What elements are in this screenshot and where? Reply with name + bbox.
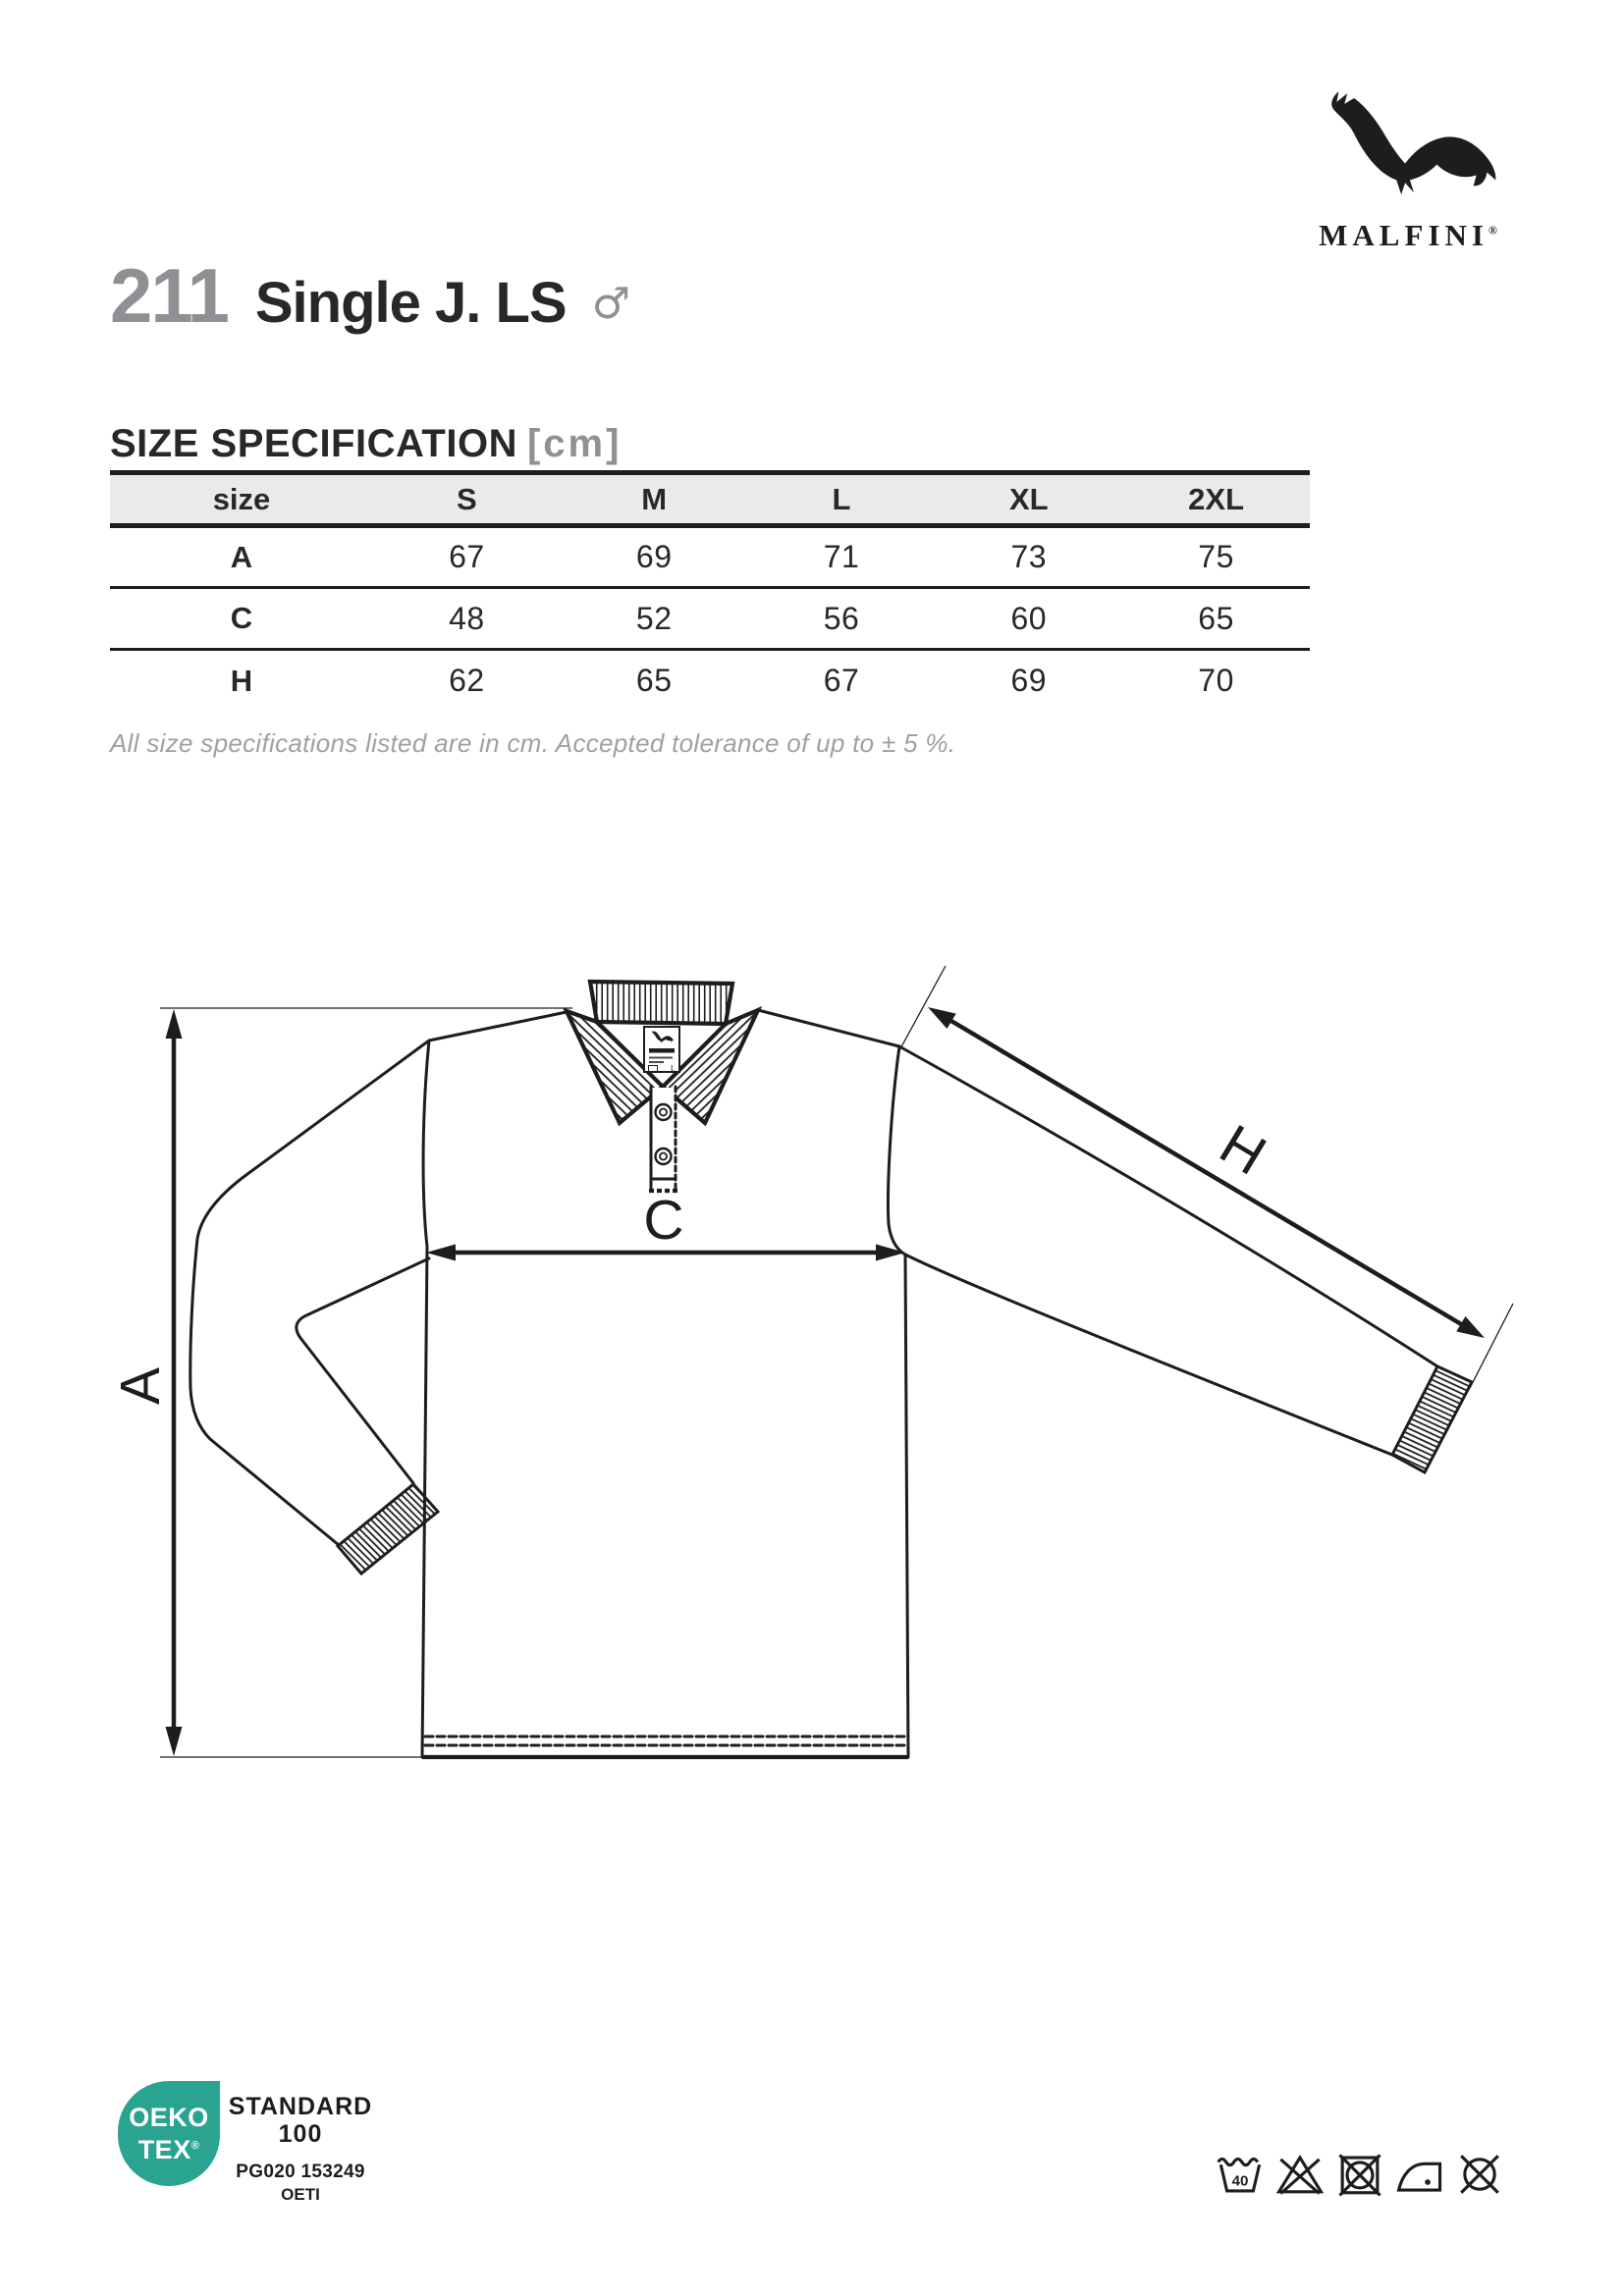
registered-mark: ® <box>1488 223 1497 238</box>
value-c-s: 48 <box>449 600 485 636</box>
row-label-a: A <box>230 539 253 574</box>
dimension-c-label: C <box>643 1189 684 1252</box>
certificate-code: PG020 153249 <box>236 2162 365 2182</box>
oeko-text: OEKO <box>129 2102 209 2132</box>
value-a-2xl: 75 <box>1198 539 1234 574</box>
button-bottom <box>656 1148 672 1164</box>
size-table <box>110 470 1310 712</box>
value-a-l: 71 <box>823 539 860 574</box>
value-a-m: 69 <box>635 539 673 574</box>
right-sleeve <box>899 1046 1472 1472</box>
col-header-s: S <box>373 473 561 526</box>
value-h-2xl: 70 <box>1198 663 1234 699</box>
value-c-xl: 60 <box>1010 600 1048 636</box>
do-not-bleach-icon <box>1275 2152 1325 2197</box>
tex-text: TEX <box>137 2134 191 2164</box>
label-size-letter: L <box>670 1063 676 1074</box>
standard-number: 100 <box>278 2120 323 2148</box>
value-c-l: 56 <box>823 600 860 636</box>
left-sleeve <box>190 1041 438 1574</box>
dimension-a <box>109 1009 183 1756</box>
certifying-institute: OETI <box>281 2185 320 2204</box>
value-a-xl: 73 <box>1010 539 1048 574</box>
value-a-s: 67 <box>449 539 485 574</box>
dimension-a-label: A <box>109 1366 172 1406</box>
care-symbols <box>1216 2152 1504 2197</box>
standard-label: STANDARD <box>228 2093 373 2120</box>
brand-name-text: MALFINI <box>1319 218 1489 252</box>
product-code: 211 <box>110 252 228 339</box>
col-header-size: size <box>110 473 373 526</box>
garment-diagram <box>0 933 1624 1816</box>
size-table-header-row <box>110 473 1310 526</box>
dimension-c <box>426 1189 905 1261</box>
iron-low-temperature-icon <box>1395 2152 1444 2197</box>
table-row-h <box>110 650 1310 712</box>
dimension-extension-lines <box>160 966 1513 1757</box>
neck-size-label <box>644 1027 679 1074</box>
oeko-tex-details <box>228 2081 373 2205</box>
value-c-2xl: 65 <box>1198 600 1234 636</box>
wash-temp-text: 40 <box>1231 2172 1249 2190</box>
product-name: Single J. LS <box>254 271 567 335</box>
collar-back-band <box>590 982 732 1024</box>
wash-40-icon <box>1216 2152 1265 2197</box>
right-cuff-rib <box>1392 1366 1472 1472</box>
oeko-tex-certification <box>118 2081 373 2205</box>
col-header-l: L <box>748 473 936 526</box>
oeko-tex-logo <box>118 2081 220 2186</box>
size-spec-unit: [cm] <box>526 422 623 465</box>
dimension-h <box>928 1007 1485 1338</box>
size-spec-heading-text: SIZE SPECIFICATION <box>110 422 517 465</box>
size-spec-heading <box>110 422 622 466</box>
value-c-m: 52 <box>635 600 673 636</box>
col-header-xl: XL <box>935 473 1122 526</box>
table-row-c <box>110 588 1310 650</box>
button-top <box>656 1104 672 1120</box>
brand-logo <box>1294 84 1522 253</box>
row-label-c: C <box>230 601 253 635</box>
col-header-m: M <box>561 473 748 526</box>
table-row-a <box>110 526 1310 588</box>
tolerance-note: All size specifications listed are in cm. Accepted tolerance of up to ± 5 %. <box>110 728 956 758</box>
value-h-s: 62 <box>449 663 485 699</box>
brand-wordmark <box>1294 218 1522 253</box>
do-not-dry-clean-icon <box>1455 2152 1504 2197</box>
value-h-m: 65 <box>635 663 673 699</box>
value-h-xl: 69 <box>1010 663 1048 699</box>
col-header-2xl: 2XL <box>1122 473 1310 526</box>
dimension-h-label: H <box>1209 1112 1276 1188</box>
placket <box>649 1087 677 1191</box>
oeko-registered-mark: ® <box>190 2139 200 2152</box>
product-title <box>110 252 631 339</box>
row-label-h: H <box>230 663 253 698</box>
malfini-bird-icon <box>1307 84 1509 210</box>
do-not-tumble-dry-icon <box>1335 2152 1384 2197</box>
value-h-l: 67 <box>823 663 860 699</box>
male-symbol-icon: ♂ <box>591 279 631 329</box>
